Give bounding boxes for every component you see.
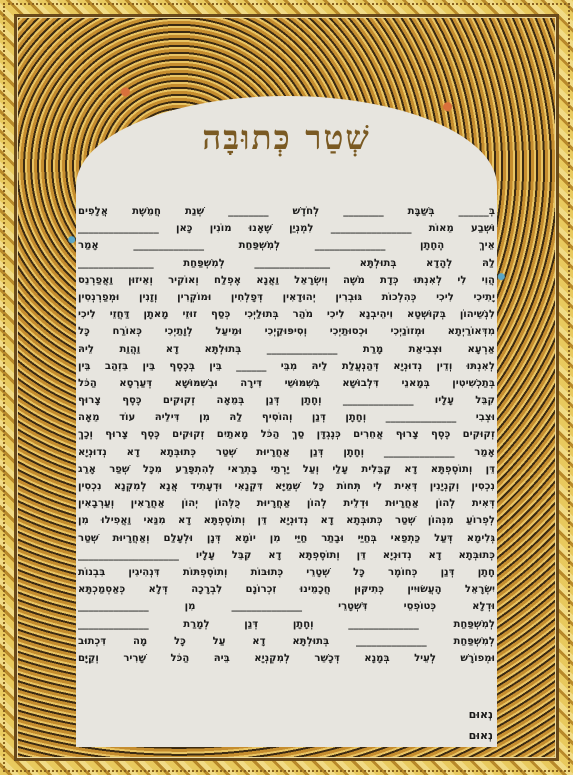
text-line: נִכְסִין וְקִנְיָנִין דְּאִית לִי תְּחוֹת כָּל שְׁמַיָּא דִּקְנָאִי וּדְעָתִיד אֲנָא לְמִקְנָא נִכְסִין — [78, 481, 495, 492]
text-line: בְּ______ בְּשַׁבָּת ________ לְחֹדֶשׁ ________ שְׁנַת חֲמֵשֶׁת אֲלָפִים — [78, 206, 495, 217]
ketubah-text — [78, 203, 495, 667]
text-line: וּשְׁבַע מֵאוֹת ________________ לִמְנְיַן שֶׁאָנוּ מוֹנִין כָּאן ________________ — [78, 223, 495, 235]
text-line: חָתָן דְּנַן כְּחוֹמֶר כָּל שְׁטָרֵי כְּתוּבּוֹת וְתוֹסֶפְתּוֹת דִּנְהִיגִין בִּבְנוֹת — [78, 566, 495, 578]
text-line: אַרְעָא וּצְבִיאַת מָרַת ______________ בְּתוּלְתָּא דָא וַהֲוַת לֵיהּ — [78, 343, 495, 355]
text-line: יִשְׂרָאֵל הָעֲשׂוּיִין כְּתִיקּוּן חֲכָמֵינוּ זִכְרוֹנָם לִבְרָכָה דְּלָא כְּאַסְמַכְתָּא — [78, 584, 495, 596]
text-line: וּדְלָא כְּטוֹפְסֵי דִּשְׁטָרֵי ______________ מִן ______________ — [78, 601, 495, 613]
text-line: לְמִשְׁפַּחַת ______________ בְּתוּלְתָּא דָא עַל כָּל מָה דִּכְתוּב — [78, 635, 495, 647]
text-line: אָמַר ______________ וְחָתָן דְּנַן אַחֲרָיוּת שְׁטַר כְּתוּבְּתָא דָא נְדוּנְיָא — [78, 446, 495, 458]
text-line: מִדְּאוֹרַיְתָא וּמְזוֹנַיְכִי וּכְסוּתַיְכִי וְסִיפּוּקַיְכִי וּמֵיעַל לְוָתַיְכִי כְּאוֹרַח כָּל — [78, 326, 495, 338]
signature-witness-2: נְאוּם — [468, 729, 493, 742]
text-line: דְּאִית לְהוֹן אַחֲרָיוּת וּדְלֵית לְהוֹן אַחֲרָיוּת כֻּלְּהוֹן יְהוֹן אַחֲרָאִין וְעַרְבָאִין — [78, 498, 495, 510]
text-line: לְאִנְתּוּ וְדֵין נְדוּנְיָא דְּהַנְעֲלַת לֵיהּ מִבֵּי ______ בֵּין בְּכֶסֶף בֵּין בִּזְהַב בֵּין — [78, 360, 495, 372]
text-line: הֲוִי לִי לְאִנְתּוּ כְּדָת מֹשֶׁה וְיִשְׂרָאֵל וַאֲנָא אֶפְלַח וְאוֹקִיר וְאֵיזוּן וַאֲפַרְנֵס — [78, 274, 495, 286]
text-line: זְקוּקִים כֶּסֶף צָרוּף אֲחֵרִים כְּנֶגְדָּן סַךְ הַכֹּל מָאתַיִם זְקוּקִים כֶּסֶף צָרוּף וְכָךְ — [78, 429, 495, 441]
document-title: שְׁטַר כְּתוּבָּה — [202, 118, 371, 157]
text-line: וּצְבִי ______________ וְחָתָן דְּנַן וְהוֹסִיף לַהּ מִן דִּילֵיהּ עוֹד מֵאָה — [78, 412, 495, 424]
text-line: דֵּן וְתוֹסֶפְתָּא דָא קַבֵּלִית עָלַי וְעַל יָרְתַי בָּתְרַאי לְהִתְפָּרַע מִכָּל שְׁפַר אָרַג — [78, 463, 495, 475]
text-line: קִבֵּל עָלָיו ______________ וְחָתָן דְּנַן בְּמֵאָה זְקוּקִים כֶּסֶף צָרוּף — [78, 395, 495, 407]
text-line: גְּלִימָא דְּעַל כַּתְפַאי בְּחַיַּי וּבָתַר חַיַּי מִן יוֹמָא דְּנָן וּלְעָלַם וְאַחֲרָיוּת שְׁטַר — [78, 532, 495, 544]
text-line: בְּתַכְשִׁיטִין בְּמָאנֵי דִּלְבוּשָׁא בְּשִׁמּוּשֵׁי דִּירָה וּבְשִׁמּוּשָׁא דְּעַרְסָא הַכֹּל — [78, 377, 495, 389]
text-line: יָתִיכִי לִיכִי כְּהִלְכוֹת גּוּבְרִין יְהוּדָאִין דְּפָלְחִין וּמוֹקְרִין וְזָנִין וּמְפַרְנְסִין — [78, 291, 495, 303]
text-line: לִנְשֵׁיהוֹן בְּקוּשְׁטָא וִיהֵיבְנָא לִיכִי מֹהַר בְּתוּלַיְכִי כְּסַף זוּזֵי מָאתָן דַּחֲזֵי לִיכִי — [78, 309, 495, 321]
text-line: כְּתוּבְּתָא דָא נְדוּנְיָא דֵּן וְתוֹסֶפְתָּא דָא קִבֵּל עָלָיו ____________________ — [78, 549, 495, 561]
signature-witness-1: נְאוּם — [468, 708, 493, 721]
text-line: אֵיךְ הֶחָתָן ______________ לְמִשְׁפַּחַת ______________ אָמַר — [78, 240, 495, 252]
text-line: לְפְרוֹעַ מִנְּהוֹן שְׁטַר כְּתוּבְּתָא דָא נְדוּנְיָא דֵּן וְתוֹסֶפְתָּא דָא מִנַּאי וַאֲפִילוּ מִן — [78, 515, 495, 527]
text-line: לְמִשְׁפַּחַת ______________ וְחָתָן דְּנַן לְמָרַת ______________ — [78, 618, 495, 630]
text-line: וּמְפוֹרָשׁ לְעֵיל בְּמָנָא דְּכָשֵׁר לְמִקְנְיָא בֵּיהּ הַכֹּל שָׁרִיר וְקַיָּם — [78, 652, 495, 664]
text-line: לַהּ לְהָדָא בְּתוּלְתָּא _______________ לְמִשְׁפַּחַת _______________ — [78, 257, 495, 269]
